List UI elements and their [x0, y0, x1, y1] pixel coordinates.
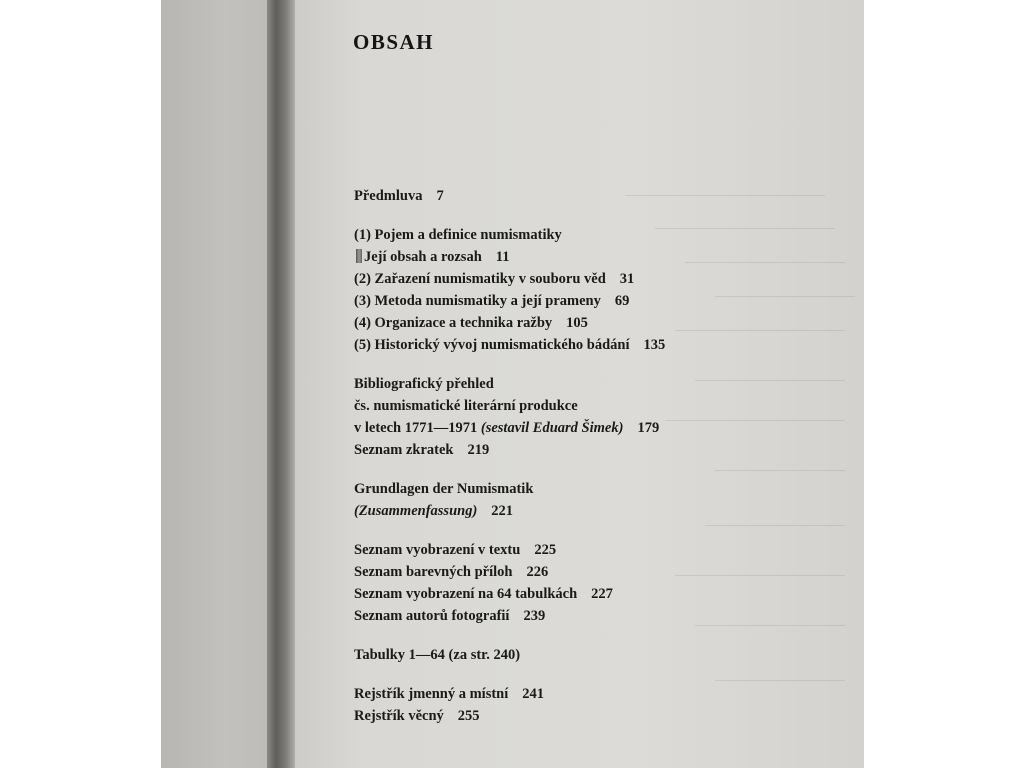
- toc-entry-chapter-4[interactable]: [354, 312, 814, 334]
- toc-page-number: 135: [643, 337, 666, 353]
- toc-entry-bibliography-1[interactable]: [354, 373, 814, 395]
- toc-page-number: 227: [591, 586, 613, 602]
- toc-entry-photo-authors[interactable]: [354, 605, 814, 627]
- toc-entry-illustrations[interactable]: [354, 539, 814, 561]
- toc-entry-title: v letech 1771—1971: [354, 420, 478, 436]
- toc-page-number: 69: [614, 293, 630, 309]
- page-title: OBSAH: [353, 30, 435, 54]
- toc-entry-summary-2[interactable]: [354, 500, 814, 522]
- toc-entry-predmluva[interactable]: [354, 185, 814, 207]
- toc-entry-index-subjects[interactable]: [354, 705, 814, 727]
- toc-entry-title: Bibliografický přehled: [354, 376, 494, 392]
- toc-entry-title: (5) Historický vývoj numismatického bádání: [354, 337, 630, 353]
- toc-page-number: 226: [526, 564, 549, 580]
- toc-entry-title: Grundlagen der Numismatik: [354, 481, 534, 497]
- toc-page-number: 105: [566, 315, 588, 331]
- toc-entry-tables-list[interactable]: [354, 583, 814, 605]
- toc-entry-italic: (sestavil Eduard Šimek): [480, 420, 624, 436]
- toc-page-number: 219: [467, 442, 490, 458]
- toc-entry-title: (2) Zařazení numismatiky v souboru věd: [354, 271, 606, 287]
- toc-entry-chapter-5[interactable]: [354, 334, 814, 356]
- toc-entry-title: (1) Pojem a definice numismatiky: [354, 227, 562, 243]
- toc-page-number: 239: [523, 608, 546, 624]
- toc-entry-title: čs. numismatické literární produkce: [354, 398, 578, 414]
- toc-entry-title: Rejstřík jmenný a místní: [354, 686, 509, 702]
- toc-page-number: 7: [436, 188, 444, 204]
- toc-entry-title: Rejstřík věcný: [354, 708, 444, 724]
- left-page: [161, 0, 269, 768]
- toc-entry-index-names[interactable]: [354, 683, 814, 705]
- toc-entry-title: Seznam barevných příloh: [354, 564, 513, 580]
- toc-page-number: 255: [457, 708, 480, 724]
- toc-entry-bibliography-2[interactable]: [354, 395, 814, 417]
- toc-entry-color-plates[interactable]: [354, 561, 814, 583]
- toc-entry-title: Její obsah a rozsah: [364, 249, 482, 265]
- toc-entry-chapter-2[interactable]: [354, 268, 814, 290]
- toc-entry-chapter-1[interactable]: [354, 224, 814, 246]
- toc-entry-chapter-3[interactable]: [354, 290, 814, 312]
- toc-page-number: 241: [522, 686, 545, 702]
- toc-entry-title: Seznam vyobrazení v textu: [354, 542, 521, 558]
- toc-page-number: 31: [619, 271, 635, 287]
- toc-entry-title: (Zusammenfassung): [354, 503, 478, 519]
- toc-entry-chapter-1-sub[interactable]: [360, 246, 814, 268]
- toc-entry-title: Tabulky 1—64 (za str. 240): [354, 647, 521, 663]
- toc-entry-title: Seznam autorů fotografií: [354, 608, 510, 624]
- toc-entry-plates[interactable]: [354, 644, 814, 666]
- toc-entry-bibliography-3[interactable]: [354, 417, 814, 439]
- ink-mark: [356, 249, 362, 263]
- toc-entry-abbreviations[interactable]: [354, 439, 814, 461]
- toc-page-number: 225: [534, 542, 557, 558]
- toc-page-number: 179: [637, 420, 660, 436]
- toc-entry-title: Seznam vyobrazení na 64 tabulkách: [354, 586, 578, 602]
- toc-entry-title: (4) Organizace a technika ražby: [354, 315, 553, 331]
- toc-entry-title: (3) Metoda numismatiky a její prameny: [354, 293, 601, 309]
- toc-entry-title: Seznam zkratek: [354, 442, 454, 458]
- book-gutter: [267, 0, 297, 768]
- table-of-contents: [354, 185, 814, 727]
- toc-entry-title: Předmluva: [354, 188, 423, 204]
- toc-page-number: 221: [491, 503, 514, 519]
- toc-page-number: 11: [495, 249, 510, 265]
- toc-entry-summary-1[interactable]: [354, 478, 814, 500]
